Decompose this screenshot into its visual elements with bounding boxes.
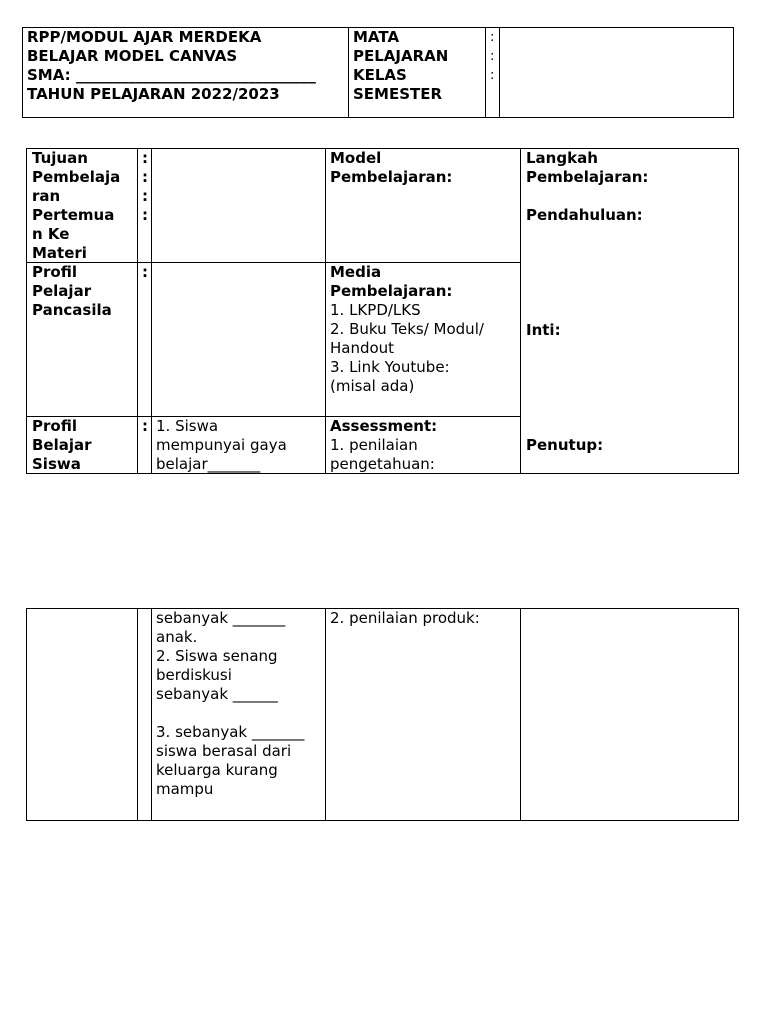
penutup-label: Penutup:: [526, 436, 604, 454]
profil-siswa-label: Profil Belajar Siswa: [32, 417, 92, 473]
document-title: RPP/MODUL AJAR MERDEKA BELAJAR MODEL CANVAS SMA: ________________________________ TAHUN PELAJARAN 2022/2023: [27, 28, 316, 103]
media-label: Media Pembelajaran:: [330, 263, 453, 300]
cont-col-divider-2: [151, 608, 152, 821]
header-divider-3: [499, 27, 500, 118]
tujuan-colons: : : : :: [142, 149, 148, 224]
profil-pancasila-colon: :: [142, 263, 148, 281]
cont-col-divider-3: [325, 608, 326, 821]
main-col-divider-2: [151, 148, 152, 474]
header-divider-2: [485, 27, 486, 118]
assessment-text: 1. penilaian pengetahuan:: [330, 436, 435, 473]
profil-siswa-colon: :: [142, 417, 148, 435]
header-divider-1: [348, 27, 349, 118]
main-col-divider-4: [520, 148, 521, 474]
main-col-divider-1: [137, 148, 138, 474]
tujuan-label: Tujuan Pembelaja ran Pertemua n Ke Materi: [32, 149, 121, 262]
assessment-label: Assessment:: [330, 417, 438, 435]
continuation-assessment-text: 2. penilaian produk:: [330, 609, 480, 627]
model-label: Model Pembelajaran:: [330, 149, 453, 186]
inti-label: Inti:: [526, 321, 561, 339]
header-colons: : : :: [490, 30, 495, 83]
main-col-divider-3: [325, 148, 326, 474]
pendahuluan-label: Pendahuluan:: [526, 206, 643, 224]
cont-col-divider-1: [137, 608, 138, 821]
profil-siswa-text: 1. Siswa mempunyai gaya belajar_______: [156, 417, 287, 473]
header-field-labels: MATA PELAJARAN KELAS SEMESTER: [353, 28, 449, 103]
profil-pancasila-label: Profil Pelajar Pancasila: [32, 263, 112, 319]
cont-col-divider-4: [520, 608, 521, 821]
continuation-table: [26, 608, 739, 821]
media-items: 1. LKPD/LKS 2. Buku Teks/ Modul/ Handout 3. Link Youtube: (misal ada): [330, 301, 484, 395]
langkah-label: Langkah Pembelajaran:: [526, 149, 649, 186]
continuation-profile-text: sebanyak _______ anak. 2. Siswa senang berdiskusi sebanyak ______ 3. sebanyak _______ siswa berasal dari keluarga kurang mampu: [156, 609, 305, 798]
